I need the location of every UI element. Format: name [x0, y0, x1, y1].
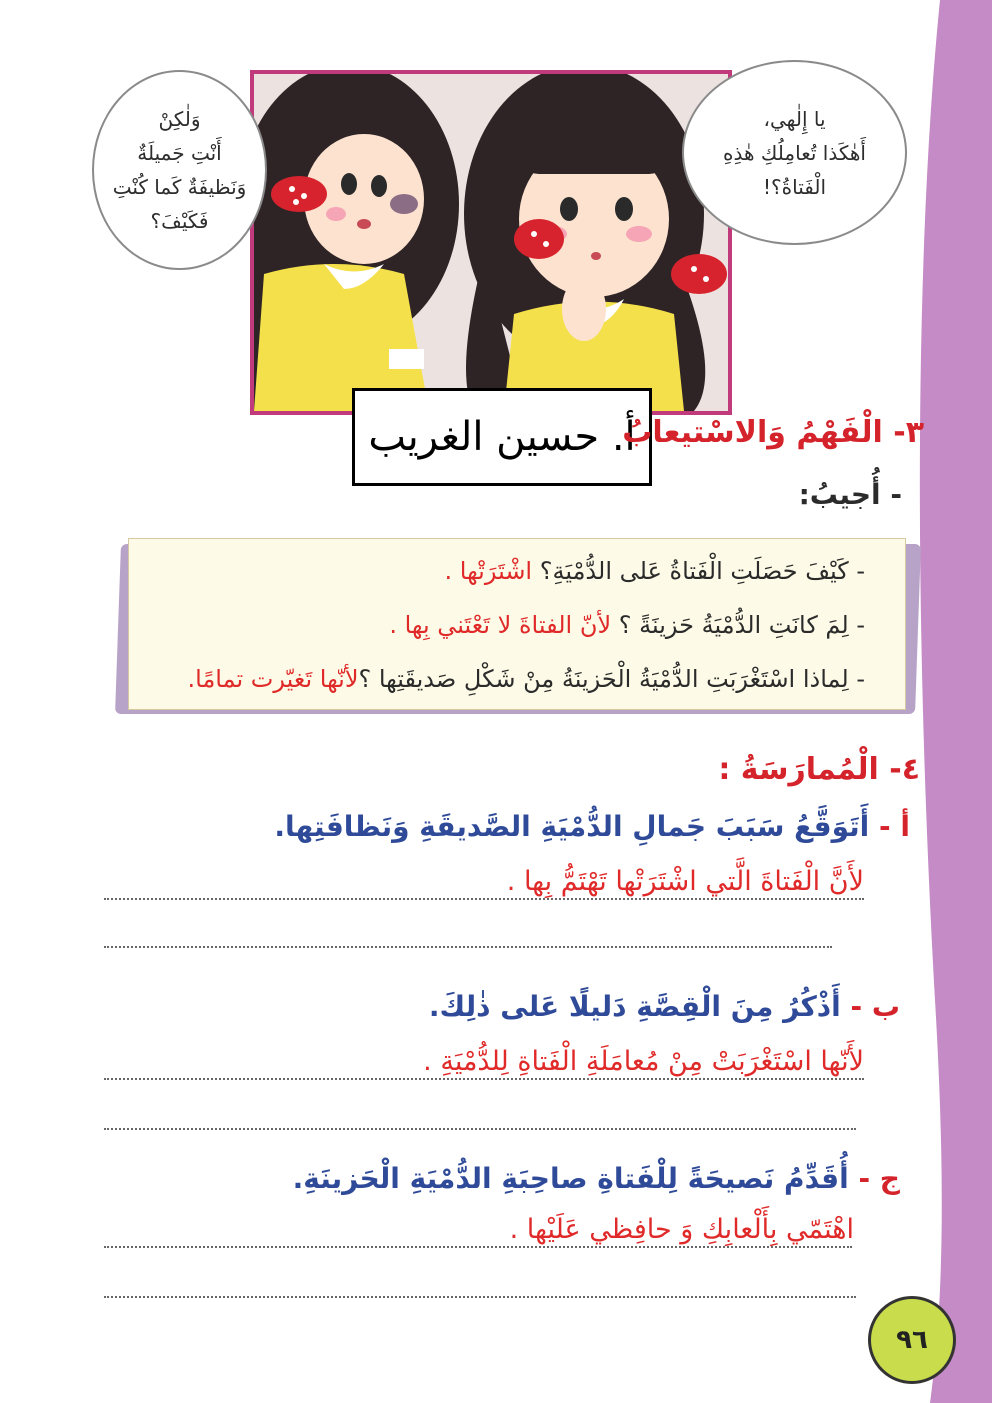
answer-line[interactable] — [104, 1296, 856, 1298]
question-text: - لِمَ كانَتِ الدُّمْيَةُ حَزينَةً ؟ — [618, 611, 865, 639]
practice-text: أَذْكُرُ مِنَ الْقِصَّةِ دَليلًا عَلى ذٰلِكَ. — [428, 990, 851, 1023]
speech-bubble-left-text: وَلٰكِنْ أَنْتِ جَميلَةٌ وَنَظيفَةٌ كَما كُنْتِ فَكَيْفَ؟ — [112, 107, 247, 233]
section3-subtitle-text: - أُجيبُ: — [798, 478, 902, 511]
question-row — [445, 557, 865, 585]
answer-line[interactable] — [104, 946, 832, 948]
practice-text: أُقَدِّمُ نَصيحَةً لِلْفَتاةِ صاحِبَةِ الدُّمْيَةِ الْحَزينَةِ. — [292, 1162, 859, 1195]
practice-text: أَتَوَقَّعُ سَبَبَ جَمالِ الدُّمْيَةِ الصَّديقَةِ وَنَظافَتِها. — [274, 810, 880, 843]
two-dolls-image — [254, 74, 728, 411]
question-row — [188, 665, 866, 693]
practice-item-b — [429, 990, 900, 1023]
answer-b: لأَنّها اسْتَغْرَبَتْ مِنْ مُعامَلَةِ الْفَتاةِ لِلدُّمْيَةِ . — [423, 1046, 864, 1077]
answer-text: اشْتَرَتْها . — [444, 557, 540, 585]
answer-text: لأنّ الفتاةَ لا تَعْتَني بِها . — [389, 611, 619, 639]
answer-line[interactable] — [104, 1246, 852, 1248]
question-text: - كَيْفَ حَصَلَتِ الْفَتاةُ عَلى الدُّمْيَةِ؟ — [539, 557, 865, 585]
speech-bubble-right — [682, 60, 907, 245]
question-text: - لِماذا اسْتَغْرَبَتِ الدُّمْيَةُ الْحَزينَةُ مِنْ شَكْلِ صَديقَتِها ؟ — [358, 665, 865, 693]
teacher-name: أ. حسين الغريب — [368, 414, 636, 460]
section3-title: ٣- الْفَهْمُ وَالاسْتيعابُ — [622, 415, 924, 450]
question-row — [389, 611, 865, 639]
answer-line[interactable] — [104, 1128, 856, 1130]
practice-letter: ب - — [850, 990, 900, 1023]
answer-c: اهْتَمّي بِأَلْعابِكِ وَ حافِظي عَلَيْها . — [509, 1214, 854, 1245]
question-box — [128, 538, 906, 710]
speech-bubble-left — [92, 70, 267, 270]
teacher-name-box — [352, 388, 652, 486]
practice-item-a — [274, 810, 910, 843]
answer-text: لأنّها تَغيّرت تمامًا. — [187, 665, 359, 693]
section4-title: ٤- الْمُمارَسَةُ : — [718, 752, 920, 787]
practice-item-c — [293, 1162, 900, 1195]
practice-letter: أ - — [879, 810, 910, 843]
answer-line[interactable] — [104, 1078, 864, 1080]
comic-illustration — [250, 70, 732, 415]
answer-a: لأَنَّ الْفَتاةَ الَّتي اشْتَرَتْها تَهْتَمُّ بِها . — [506, 866, 864, 897]
page-number-badge — [868, 1296, 956, 1384]
section3-subtitle — [799, 478, 902, 511]
page-number: ٩٦ — [896, 1325, 928, 1355]
speech-bubble-right-text: يا إِلٰهي، أَهٰكَذا تُعامِلُكِ هٰذِهِ الْفَتاةُ؟! — [723, 106, 866, 199]
answer-line[interactable] — [104, 898, 864, 900]
practice-letter: ج - — [858, 1162, 900, 1195]
